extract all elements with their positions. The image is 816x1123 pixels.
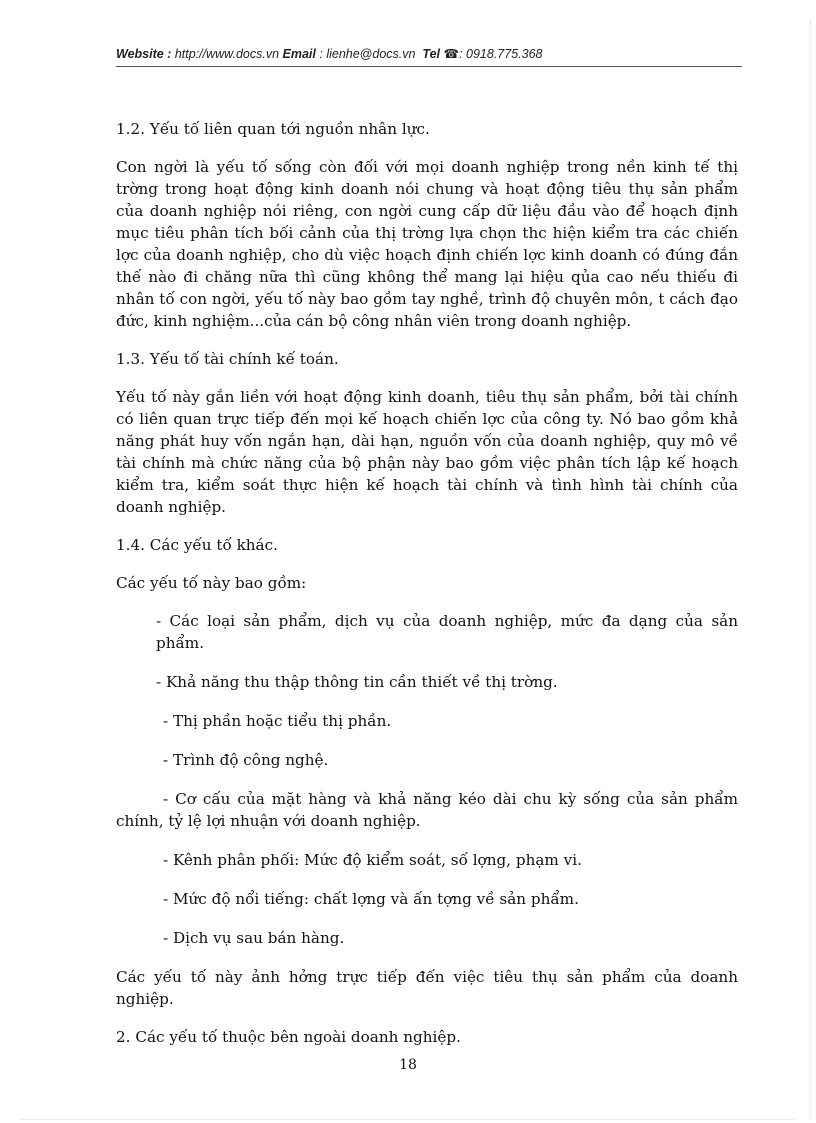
list-item: - Cơ cấu của mặt hàng và khả năng kéo dài chu kỳ sống của sản phẩm chính, tỷ lệ lợi nhuận với doanh nghiệp. (116, 790, 738, 830)
list-item: - Kênh phân phối: Mức độ kiểm soát, số lợng, phạm vi. (163, 851, 582, 869)
conclusion-paragraph: Các yếu tố này ảnh hởng trực tiếp đến việc tiêu thụ sản phẩm của doanh nghiệp. (116, 968, 738, 1008)
section-paragraph: Con ngời là yếu tố sống còn đối với mọi doanh nghiệp trong nền kinh tế thị trờng trong hoạt động kinh doanh nói chung và hoạt động tiêu thụ sản phẩm của doanh nghiệp nói riêng, con ngời cung cấp dữ liệu đầu vào để hoạch định mục tiêu phân tích bối cảnh của thị trờng lựa chọn thc hiện kiểm tra các chiến lợc của doanh nghiệp, cho dù việc hoạch định chiến lợc kinh doanh có đúng đắn thế nào đi chăng nữa thì cũng không thể mang lại hiệu qủa cao nếu thiếu đi nhân tố con ngời, yếu tố này bao gồm tay nghề, trình độ chuyên môn, t cách đạo đức, kinh nghiệm...của cán bộ công nhân viên trong doanh nghiệp. (116, 158, 738, 330)
list-item: - Khả năng thu thập thông tin cần thiết về thị trờng. (156, 673, 558, 691)
list-item: - Thị phần hoặc tiểu thị phần. (163, 712, 392, 730)
tel-label: Tel (422, 47, 441, 61)
list-item: - Các loại sản phẩm, dịch vụ của doanh nghiệp, mức đa dạng của sản phẩm. (156, 612, 738, 652)
page-header (116, 46, 742, 66)
list-item: - Trình độ công nghệ. (163, 751, 329, 769)
list-item: - Dịch vụ sau bán hàng. (163, 929, 345, 947)
section-heading: 1.4. Các yếu tố khác. (116, 536, 278, 554)
tel-value: : 0918.775.368 (459, 47, 543, 61)
page-number: 18 (399, 1057, 417, 1073)
website-url[interactable]: http://www.docs.vn (174, 47, 280, 61)
section-paragraph: Yếu tố này gắn liền với hoạt động kinh doanh, tiêu thụ sản phẩm, bởi tài chính có liên quan trực tiếp đến mọi kế hoạch chiến lợc của công ty. Nó bao gồm khả năng phát huy vốn ngắn hạn, dài hạn, nguồn vốn của doanh nghiệp, quy mô về tài chính mà chức năng của bộ phận này bao gồm việc phân tích lập kế hoạch kiểm tra, kiểm soát thực hiện kế hoạch tài chính và tình hình tài chính của doanh nghiệp. (116, 388, 738, 516)
section-intro: Các yếu tố này bao gồm: (116, 574, 307, 592)
page-edge-right (810, 20, 811, 1120)
header-rule (116, 66, 742, 67)
email-label: Email (282, 47, 316, 61)
document-body (116, 118, 738, 1064)
page-edge-bottom (20, 1119, 796, 1120)
section-heading: 1.2. Yếu tố liên quan tới nguồn nhân lực. (116, 120, 430, 138)
phone-icon: ☎ (443, 47, 460, 61)
list-item: - Mức độ nổi tiếng: chất lợng và ấn tợng về sản phẩm. (163, 890, 579, 908)
website-label: Website : (116, 47, 172, 61)
section-heading: 2. Các yếu tố thuộc bên ngoài doanh nghiệp. (116, 1028, 461, 1046)
section-heading: 1.3. Yếu tố tài chính kế toán. (116, 350, 339, 368)
email-value[interactable]: : lienhe@docs.vn (319, 47, 416, 61)
